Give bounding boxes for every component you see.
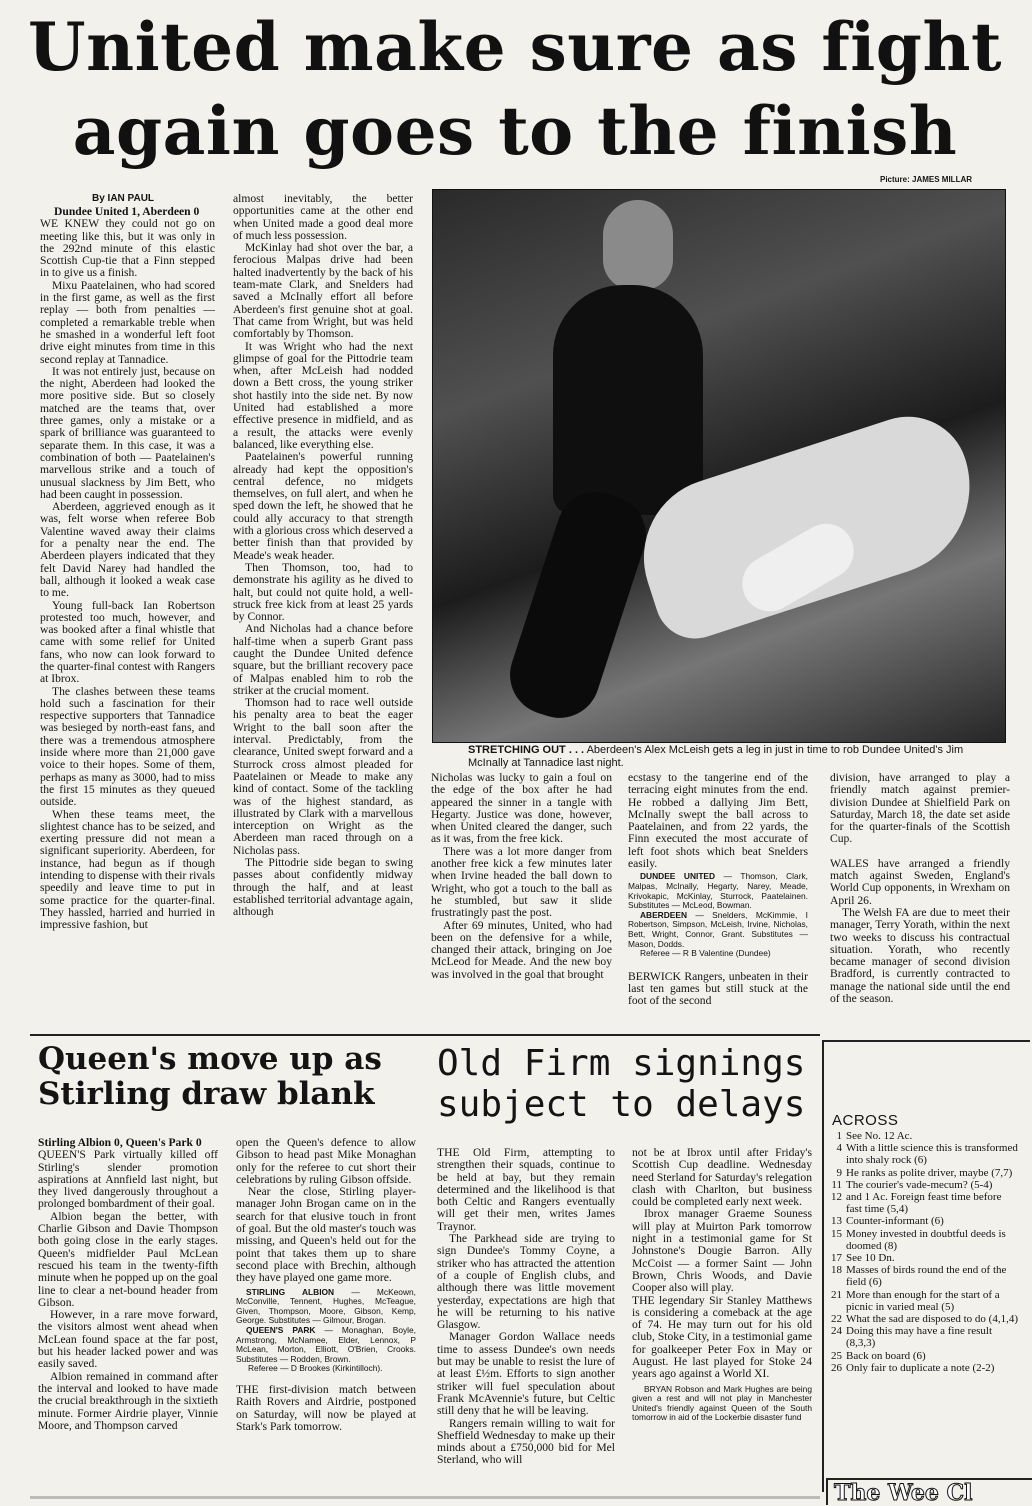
crossword-clue <box>826 1289 1020 1313</box>
clue-text: Only fair to duplicate a note (2-2) <box>846 1361 995 1374</box>
team-line-queens: QUEEN'S PARK — Monaghan, Boyle, Armstrong, McNamee, Elder, Lennox, P McLean, Morton, Elliott, O'Brien, Crooks. Substitutes — Rodden, Brown. <box>236 1324 417 1364</box>
crossword-title: ACROSS <box>832 1112 899 1129</box>
paragraph: When these teams meet, the slightest chance has to be seized, and exerting pressure did not mean a significant superiority. Aberdeen, for instance, had begun as if though intending to dispense with their rivals speedily and leave time to put in some practice for the quarter-final. They hassled, harried and hurried in impressive fashion, but <box>40 807 215 932</box>
clue-text: See No. 12 Ac. <box>846 1130 913 1142</box>
match-photo <box>432 189 1006 743</box>
crossword-clue <box>826 1191 1020 1215</box>
oldfirm-col-1 <box>437 1147 615 1502</box>
clue-number: 22 <box>831 1313 842 1326</box>
paragraph: Albion began the better, with Charlie Gibson and Davie Thompson both going close in the early stages. Queen's midfielder Paul McLean rescued his team in the twenty-fifth minute when he popped up on the goal line to clear a net-bound header from Gibson. <box>38 1209 218 1309</box>
queens-col-2 <box>236 1137 416 1503</box>
clue-number: 21 <box>831 1288 842 1301</box>
queens-score: Stirling Albion 0, Queen's Park 0 <box>38 1136 202 1149</box>
paragraph: Albion remained in command after the interval and looked to have made the crucial breakthrough in the sixtieth minute. Former Airdrie player, Vinnie Moore, and Thompson carved <box>38 1369 218 1432</box>
queens-col-1 <box>38 1137 218 1502</box>
paragraph: almost inevitably, the better opportunities came at the other end when United made a good deal more of much less possession. <box>233 192 413 242</box>
clue-text: Masses of birds round the end of the field (6) <box>846 1264 1007 1289</box>
paragraph: open the Queen's defence to allow Gibson to head past Mike Monaghan only for the referee to cut short their celebrations by ruling Gibson offside. <box>236 1136 416 1186</box>
crossword-clue <box>826 1130 1020 1142</box>
clue-text: Counter-informant (6) <box>846 1215 944 1228</box>
clue-text: With a little science this is transformed into shaly rock (6) <box>846 1142 1018 1167</box>
clue-number: 1 <box>836 1130 842 1142</box>
clue-number: 24 <box>831 1325 842 1338</box>
paragraph: Near the close, Stirling player-manager John Brogan came on in the search for that elusive touch in front of goal. But the old master's touch was missing, and Queen's held out for the point that takes them up to share second place with Brechin, although they have played one game more. <box>236 1185 416 1285</box>
headline-line-1: United make sure as fight <box>28 8 1002 86</box>
caption-text: Aberdeen's Alex McLeish gets a leg in just in time to rob Dundee United's Jim McInally at Tannadice last night. <box>468 744 964 769</box>
paragraph: And Nicholas had a chance before half-time when a superb Grant pass caught the Dundee United defence square, but the brilliant recovery pace of Malpas enabled him to rob the striker at the crucial moment. <box>233 622 413 697</box>
main-story-col-1 <box>40 205 215 932</box>
paragraph: McKinlay had shot over the bar, a ferocious Malpas drive had been halted inadvertently by the back of his team-mate Clark, and Snelders had saved a McInally effort all before Aberdeen's first genuine shot at goal. That came from Wright, but was held comfortably by Thomson. <box>233 241 413 341</box>
clue-text: Money invested in doubtful deeds is doomed (8) <box>846 1227 1006 1252</box>
crossword-clue <box>826 1350 1020 1362</box>
picture-credit: Picture: JAMES MILLAR <box>880 175 973 184</box>
crossword-clue <box>826 1252 1020 1264</box>
oldfirm-headline-line-1: Old Firm signings <box>437 1043 806 1084</box>
queens-referee-line: Referee — D Brookes (Kirkintilloch). <box>248 1363 383 1374</box>
wales-para: The Welsh FA are due to meet their manager, Terry Yorath, within the next two weeks to discuss his contractual situation. Yorath, who recently became manager of second division Bradford, is currently contracted to manage the national side until the end of the season. <box>830 905 1010 1006</box>
crossword-clue <box>826 1215 1020 1227</box>
paragraph: Rangers remain willing to wait for Sheffield Wednesday to make up their minds about a £750,000 bid for Mel Sterland, who will <box>437 1416 615 1467</box>
paragraph: There was a lot more danger from another free kick a few minutes later when Irvine headed the ball down to Wright, who got a touch to the ball as he stumbled, but saw it slide frustratingly past the post. <box>431 844 612 920</box>
bottom-rule <box>30 1496 820 1499</box>
clue-text: Back on board (6) <box>846 1349 926 1362</box>
paragraph: QUEEN'S Park virtually killed off Stirling's slender promotion aspirations at Annfield last night, but they lived dangerously throughout a prolonged bombardment of their goal. <box>38 1148 218 1211</box>
paragraph: The Pittodrie side began to swing passes about confidently midway through the half, and at least established territorial advantage again, although <box>233 856 413 919</box>
clue-text: See 10 Dn. <box>846 1252 895 1265</box>
clue-number: 25 <box>831 1349 842 1362</box>
side-column <box>830 772 1010 1062</box>
photo-figure <box>553 285 703 515</box>
paragraph: WE KNEW they could not go on meeting like this, but it was only in the 292nd minute of this elastic Scottish Cup-tie that a Finn stepped in to give us a finish. <box>40 217 215 280</box>
wales-para: WALES have arranged a friendly match against Sweden, England's World Cup opponents, in Wrexham on April 26. <box>830 856 1010 907</box>
clue-text: The courier's vade-mecum? (5-4) <box>846 1178 993 1191</box>
crossword-clue <box>826 1179 1020 1191</box>
berwick-continued: division, have arranged to play a friendly match against premier-division Dundee at Shielfield Park on Saturday, March 18, the date set aside for the quarter-finals of the Scottish Cup. <box>830 771 1010 846</box>
crossword-clues <box>826 1130 1020 1470</box>
team-line-stirling: STIRLING ALBION — McKeown, McConville, Tennent, Hughes, McTeague, Given, Thompson, Moore, Gibson, Kemp, George. Substitutes — Gilmour, Brogan. <box>236 1286 416 1326</box>
crossword-clue <box>826 1264 1020 1288</box>
clue-text: and 1 Ac. Foreign feast time before fast time (5,4) <box>846 1191 1002 1216</box>
oldfirm-headline <box>437 1043 817 1125</box>
headline-line-2: again goes to the finish <box>72 92 958 170</box>
clue-number: 12 <box>831 1191 842 1204</box>
berwick-text: BERWICK Rangers, unbeaten in their last ten games but still stuck at the foot of the second <box>628 969 808 1008</box>
clue-number: 4 <box>836 1142 842 1155</box>
paragraph: However, in a rare move forward, the visitors almost went ahead when McLean found space at the far post, but his header lacked power and was easily saved. <box>38 1308 218 1371</box>
queens-headline-line-1: Queen's move up as <box>38 1041 382 1077</box>
clue-text: Doing this may have a fine result (8,3,3) <box>846 1325 993 1350</box>
section-divider <box>30 1034 820 1036</box>
clue-number: 13 <box>831 1215 842 1228</box>
crossword-clue <box>826 1142 1020 1166</box>
byline: By IAN PAUL <box>92 193 155 204</box>
paragraph: THE Old Firm, attempting to strengthen their squads, continue to be held at bay, but they remain determined and the likelihood is that both Celtic and Rangers eventually will get their men, writes James Traynor. <box>437 1146 615 1233</box>
queens-headline <box>38 1042 428 1112</box>
paragraph: Nicholas was lucky to gain a foul on the edge of the box after he had appeared the sinner in a tangle with Hegarty. Justice was done, however, when United cleared the danger, such as it was, from the free kick. <box>431 771 612 846</box>
raith-text: THE first-division match between Raith Rovers and Airdrie, postponed on Saturday, will now be played at Stark's Park tomorrow. <box>236 1382 416 1433</box>
clue-number: 11 <box>831 1178 842 1191</box>
paragraph: After 69 minutes, United, who had been on the defensive for a while, changed their attack, bringing on Joe McLeod for Meade. And the new boy was involved in the goal that brought <box>431 918 612 981</box>
paragraph: It was Wright who had the next glimpse of goal for the Pittodrie team when, after McLeish had nodded down a Bett cross, the young striker shot hastily into the side net. By now United had established a more effective presence in midfield, and as a result, the attacks were evenly balanced, like everything else. <box>233 339 413 451</box>
queens-headline-line-2: Stirling draw blank <box>38 1076 375 1112</box>
clue-number: 15 <box>831 1227 842 1240</box>
photo-figure <box>603 200 673 290</box>
clue-number: 17 <box>831 1252 842 1265</box>
crossword-clue <box>826 1362 1020 1374</box>
oldfirm-headline-line-2: subject to delays <box>437 1084 806 1125</box>
paragraph: Manager Gordon Wallace needs time to assess Dundee's own needs but may be unable to resist the lure of at least £½m. Efforts to sign another striker will fuel speculation about Frank McAvennie's future, but Celtic still deny that he will be leaving. <box>437 1330 615 1418</box>
clue-text: What the sad are disposed to do (4,1,4) <box>846 1313 1018 1326</box>
paragraph: Ibrox manager Graeme Souness will play at Muirton Park tomorrow night in a testimonial game for St Johnstone's Dougie Barron. Ally McCoist — a former Saint — John Brown, Chris Woods, and Davie Cooper also will play. <box>632 1207 812 1295</box>
oldfirm-col-2 <box>632 1147 812 1502</box>
photo-figure <box>500 482 657 729</box>
clue-number: 26 <box>831 1361 842 1374</box>
crossword-clue <box>826 1167 1020 1179</box>
crossword-footer <box>826 1478 1032 1505</box>
robson-text: BRYAN Robson and Mark Hughes are being given a rest and will not play in Manchester United's friendly against Queen of the South tomorrow in aid of the Lockerbie disaster fund <box>632 1383 812 1423</box>
paragraph: Young full-back Ian Robertson protested too much, however, and was booked after a final whistle that came with some relief for United fans, who now can look forward to the quarter-final contest with Rangers at Ibrox. <box>40 598 215 686</box>
matthews-text: THE legendary Sir Stanley Matthews is considering a comeback at the age of 74. He may turn out for his old club, Stoke City, in a testimonial game for goalkeeper Peter Fox in May or August. He last played for Stoke 24 years ago against a World XI. <box>632 1293 812 1381</box>
clue-text: More than enough for the start of a picnic in varied meal (5) <box>846 1288 1000 1313</box>
clue-text: He ranks as polite driver, maybe (7,7) <box>846 1166 1013 1179</box>
paragraph: Thomson had to race well outside his penalty area to beat the eager Wright to the ball soon after the interval. Predictably, from the clearance, United swept forward and a Sturrock cross almost pleaded for Paatelainen or Meade to make any kind of contact. Some of the tackling was of the highest standard, as illustrated by Clark with a marvellous interception on Wright as the Aberdeen man raced through on a Nicholas pass. <box>233 696 413 857</box>
referee-line: Referee — R B Valentine (Dundee) <box>640 948 771 959</box>
paragraph: Mixu Paatelainen, who had scored in the first game, as well as the first replay — both from penalties — completed a remarkable treble when he smashed in a wonderful left foot drive eight minutes from time in this second replay at Tannadice. <box>40 278 215 366</box>
paragraph: The clashes between these teams hold such a fascination for their respective supporters that Tannadice was besieged by north-east fans, and there was a tremendous atmosphere inside where more than 21,000 gave voice to their hopes. Some of them, perhaps as many as 3000, had to miss the first 15 minutes as they queued outside. <box>40 684 215 809</box>
crossword-clue <box>826 1228 1020 1252</box>
paragraph: Then Thomson, too, had to demonstrate his agility as he dived to halt, but could not quite hold, a well-struck free kick from at least 25 yards by Connor. <box>233 560 413 624</box>
team-line-united: DUNDEE UNITED — Thomson, Clark, Malpas, McInally, Hegarty, Narey, Meade, Krivokapic, McKinlay, Sturrock, Paatelainen. Substitutes — McLeod, Bowman. <box>628 871 808 911</box>
photo-caption <box>468 744 988 769</box>
clue-number: 9 <box>836 1166 842 1179</box>
main-story-col-3 <box>431 772 612 1058</box>
caption-lead: STRETCHING OUT . . . <box>468 744 585 756</box>
crossword-clue <box>826 1325 1020 1349</box>
crossword-footer-title: The Wee Cl <box>834 1480 973 1506</box>
paragraph: It was not entirely just, because on the night, Aberdeen had looked the more positive side. But so closely matched are the teams that, over three games, only a mistake or a spark of brilliance was guaranteed to separate them. In this case, it was a combination of both — Paatelainen's marvellous strike and a touch of unusual slackness by Jim Bett, who had been caught in possession. <box>40 364 215 501</box>
paragraph: ecstasy to the tangerine end of the terracing eight minutes from the end. He robbed a dallying Jim Bett, McInally swept the ball across to Paatelainen, and from 22 yards, the Finn executed the most accurate of left foot shots which beat Snelders easily. <box>628 771 808 871</box>
paragraph: not be at Ibrox until after Friday's Scottish Cup deadline. Wednesday need Sterland for Saturday's relegation clash with Charlton, but business could be completed early next week. <box>632 1146 812 1209</box>
main-story-col-4 <box>628 772 808 1062</box>
paragraph: Aberdeen, aggrieved enough as it was, felt worse when referee Bob Valentine waved away their claims for a penalty near the end. The Aberdeen players indicated that they felt David Narey had handled the ball, although it looked a weak case to me. <box>40 500 215 600</box>
match-score: Dundee United 1, Aberdeen 0 <box>54 205 200 218</box>
team-line-aberdeen: ABERDEEN — Snelders, McKimmie, I Robertson, Simpson, McLeish, Irvine, Nicholas, Bett, Wright, Connor, Grant. Substitutes — Mason, Dodds. <box>628 909 808 949</box>
paragraph: The Parkhead side are trying to sign Dundee's Tommy Coyne, a striker who has attracted the attention of a couple of English clubs, and although there was little movement yesterday, expectations are high that he will be returning to his native Glasgow. <box>437 1232 615 1332</box>
clue-number: 18 <box>831 1264 842 1277</box>
main-story-col-2 <box>233 192 413 919</box>
crossword-clue <box>826 1313 1020 1325</box>
paragraph: Paatelainen's powerful running already had kept the opposition's central defence, no midgets themselves, on full alert, and when he sped down the left, he showed that he could ally accuracy to that strength with a glorious cross which deserved a better finish than that provided by Meade's weak header. <box>233 450 413 562</box>
